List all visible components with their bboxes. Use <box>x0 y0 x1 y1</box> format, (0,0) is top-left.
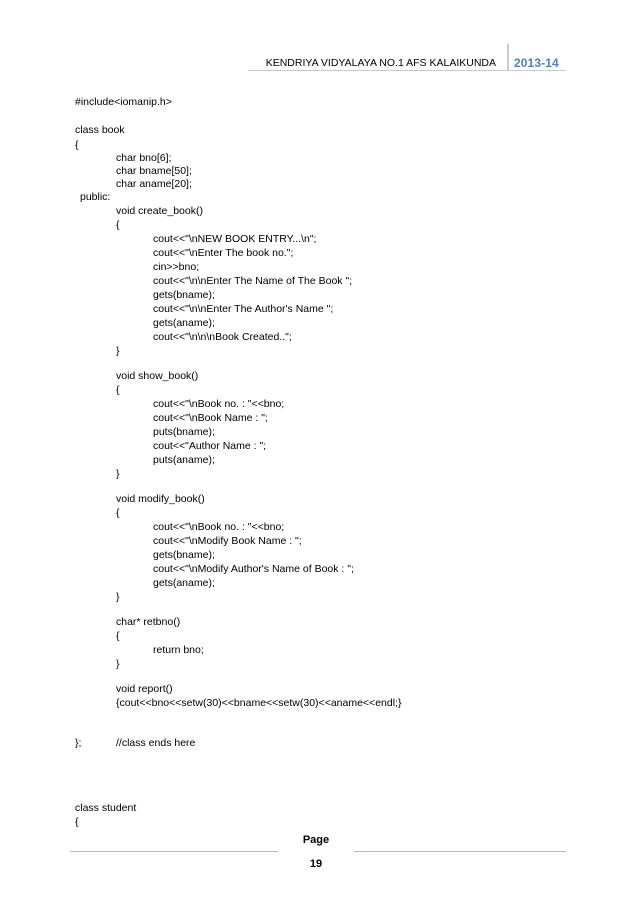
code-line: #include<iomanip.h> <box>75 96 172 108</box>
footer-rule-left <box>70 851 278 852</box>
code-line: }; <box>75 737 82 749</box>
code-line: char aname[20]; <box>116 178 192 190</box>
code-line: cout<<"\nEnter The book no."; <box>153 247 294 259</box>
footer-rule-right <box>354 851 566 852</box>
header-title: KENDRIYA VIDYALAYA NO.1 AFS KALAIKUNDA <box>265 57 496 69</box>
code-line: char bno[6]; <box>116 152 172 164</box>
code-line: puts(bname); <box>153 426 215 438</box>
code-line: cout<<"\nModify Author's Name of Book : "; <box>153 563 354 575</box>
code-line: } <box>116 345 120 357</box>
code-line: return bno; <box>153 644 204 656</box>
code-line: {cout<<bno<<setw(30)<<bname<<setw(30)<<aname<<endl;} <box>116 697 402 709</box>
code-line: { <box>116 219 120 231</box>
code-line: } <box>116 591 120 603</box>
header-year: 2013-14 <box>514 56 559 70</box>
code-line: cin>>bno; <box>153 261 200 273</box>
code-line: { <box>75 816 79 828</box>
code-line: gets(bname); <box>153 289 215 301</box>
code-line: class student <box>75 802 137 814</box>
code-line: char bname[50]; <box>116 165 192 177</box>
code-line: cout<<"\n\nEnter The Author's Name "; <box>153 303 334 315</box>
code-line: void show_book() <box>116 370 199 382</box>
code-line: { <box>116 507 120 519</box>
code-line: void report() <box>116 683 173 695</box>
code-line: } <box>116 468 120 480</box>
code-line: cout<<"Author Name : "; <box>153 440 267 452</box>
page-label: Page <box>302 834 330 846</box>
code-line: gets(aname); <box>153 317 215 329</box>
code-line: class book <box>75 124 125 136</box>
code-line: cout<<"\n\n\nBook Created.."; <box>153 331 292 343</box>
code-line: //class ends here <box>116 737 196 749</box>
code-line: cout<<"\nBook no. : "<<bno; <box>153 398 285 410</box>
code-line: { <box>116 630 120 642</box>
code-line: cout<<"\nBook no. : "<<bno; <box>153 521 285 533</box>
code-line: puts(aname); <box>153 454 215 466</box>
page-number: 19 <box>309 858 323 870</box>
code-line: } <box>116 658 120 670</box>
code-line: { <box>116 384 120 396</box>
code-line: void create_book() <box>116 205 203 217</box>
code-line: char* retbno() <box>116 616 181 628</box>
code-line: void modify_book() <box>116 493 205 505</box>
code-line: gets(aname); <box>153 577 215 589</box>
code-line: cout<<"\n\nEnter The Name of The Book "; <box>153 275 353 287</box>
code-line: cout<<"\nBook Name : "; <box>153 412 268 424</box>
code-line: public: <box>80 191 111 203</box>
code-line: cout<<"\nNEW BOOK ENTRY...\n"; <box>153 233 317 245</box>
code-line: cout<<"\nModify Book Name : "; <box>153 535 302 547</box>
code-line: gets(bname); <box>153 549 215 561</box>
code-line: { <box>75 139 79 151</box>
